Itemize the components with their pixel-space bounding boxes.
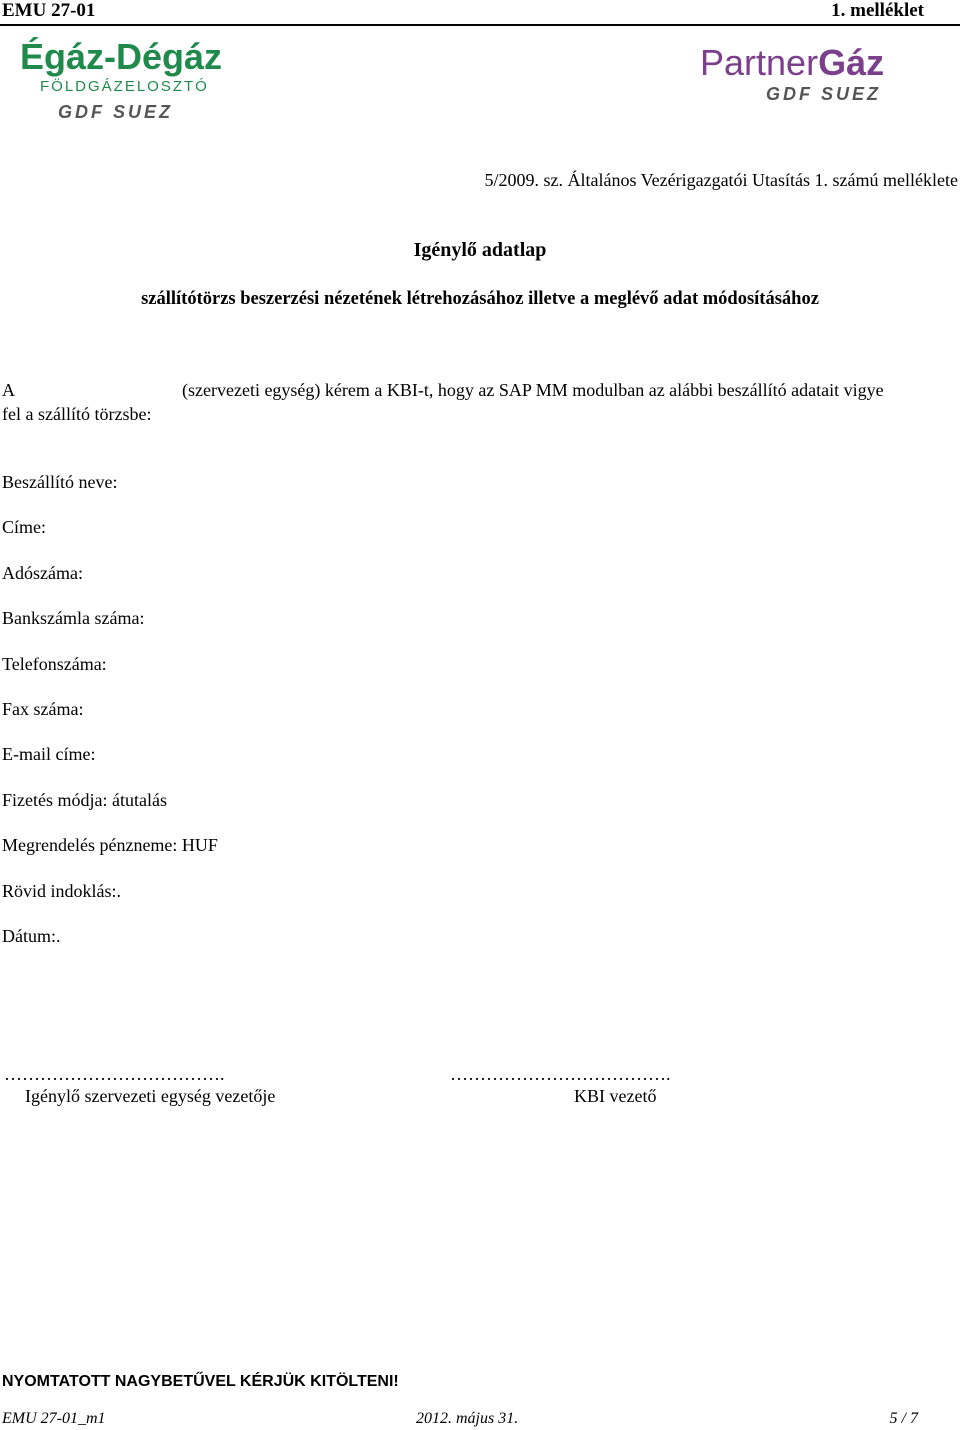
egaz-degaz-logo-name: Égáz-Dégáz (20, 36, 223, 77)
intro-prefix: A (2, 380, 15, 400)
egaz-degaz-logo-sub: FÖLDGÁZELOSZTÓ (40, 78, 209, 95)
field-fax: Fax száma: (2, 699, 84, 719)
field-payment-method: Fizetés módja: átutalás (2, 790, 167, 810)
intro-text: (szervezeti egység) kérem a KBI-t, hogy az SAP MM modulban az alábbi beszállító adatait vigye (182, 380, 884, 400)
field-reason: Rövid indoklás:. (2, 881, 122, 901)
signature-label-left: Igénylő szervezeti egység vezetője (25, 1086, 276, 1106)
field-date: Dátum:. (2, 926, 61, 946)
field-bank-account: Bankszámla száma: (2, 608, 145, 628)
footer-page-number: 5 / 7 (889, 1410, 918, 1427)
gdf-suez-logo-left: GDF SUEZ (58, 102, 174, 122)
field-supplier-name: Beszállító neve: (2, 472, 118, 492)
field-order-currency: Megrendelés pénzneme: HUF (2, 835, 218, 855)
document-code: EMU 27-01 (2, 0, 96, 21)
footer-date: 2012. május 31. (416, 1410, 519, 1427)
intro-text-line2: fel a szállító törzsbe: (2, 404, 152, 424)
field-email: E-mail címe: (2, 744, 96, 764)
partnergaz-logo-name-a: Partner (700, 42, 819, 83)
field-address: Címe: (2, 517, 46, 537)
signature-label-right: KBI vezető (574, 1086, 657, 1106)
form-title: Igénylő adatlap (413, 239, 547, 261)
field-phone: Telefonszáma: (2, 654, 107, 674)
fill-in-notice: NYOMTATOTT NAGYBETŰVEL KÉRJÜK KITÖLTENI! (2, 1373, 399, 1390)
partnergaz-logo-name-b: Gáz (818, 42, 885, 83)
regulation-reference: 5/2009. sz. Általános Vezérigazgatói Utasítás 1. számú melléklete (484, 170, 958, 190)
footer-code: EMU 27-01_m1 (2, 1410, 106, 1427)
signature-line-right: ………………………………. (450, 1064, 671, 1084)
egaz-degaz-logo (20, 36, 223, 136)
header-divider (0, 24, 960, 26)
partnergaz-logo (700, 42, 920, 122)
form-subtitle: szállítótörzs beszerzési nézetének létrehozásához illetve a meglévő adat módosításához (141, 289, 819, 309)
gdf-suez-logo-right: GDF SUEZ (766, 84, 882, 104)
partnergaz-logo-name (700, 42, 884, 84)
appendix-label: 1. melléklet (831, 0, 924, 21)
field-tax-number: Adószáma: (2, 563, 83, 583)
signature-line-left: ………………………………. (4, 1064, 225, 1084)
